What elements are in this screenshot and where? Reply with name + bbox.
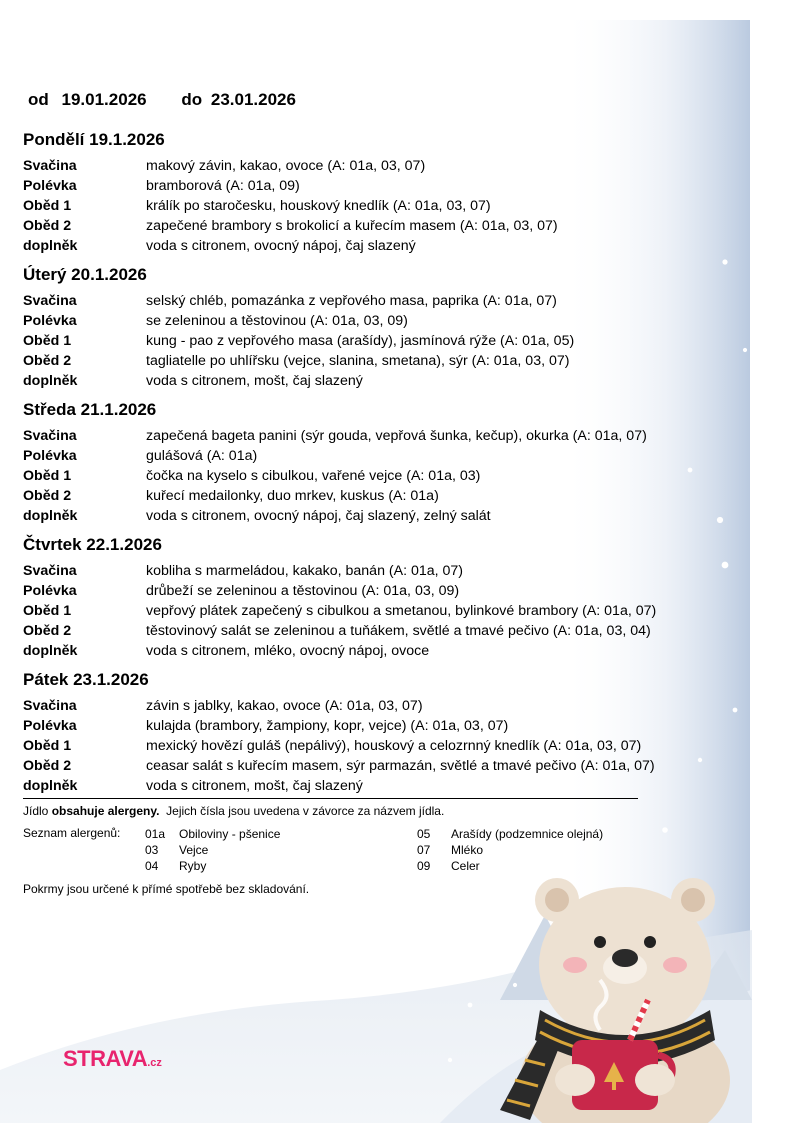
meal-row bbox=[23, 716, 743, 736]
meal-row bbox=[23, 236, 743, 256]
meal-row bbox=[23, 581, 743, 601]
day-title: Středa 21.1.2026 bbox=[23, 400, 157, 419]
meal-text: zapečené brambory s brokolicí a kuřecím masem (A: 01a, 03, 07) bbox=[146, 218, 558, 234]
note-bold: obsahuje alergeny. bbox=[51, 804, 160, 818]
meal-row bbox=[23, 486, 743, 506]
day-friday bbox=[23, 670, 743, 796]
meal-label: doplněk bbox=[23, 643, 78, 659]
day-title: Pátek 23.1.2026 bbox=[23, 670, 149, 689]
meal-label: doplněk bbox=[23, 508, 78, 524]
divider bbox=[23, 798, 638, 799]
meal-text: kuřecí medailonky, duo mrkev, kuskus (A: 01a) bbox=[146, 488, 439, 504]
allergen-code: 07 bbox=[417, 843, 431, 857]
meal-row bbox=[23, 756, 743, 776]
day-thursday bbox=[23, 535, 743, 661]
meal-row bbox=[23, 216, 743, 236]
logo-suffix: .cz bbox=[147, 1057, 162, 1069]
allergen-name: Celer bbox=[451, 859, 480, 873]
meal-text: zapečená bageta panini (sýr gouda, vepřová šunka, kečup), okurka (A: 01a, 07) bbox=[146, 428, 647, 444]
meal-row bbox=[23, 446, 743, 466]
day-title: Čtvrtek 22.1.2026 bbox=[23, 535, 162, 554]
meal-text: mexický hovězí guláš (nepálivý), houskový a celozrnný knedlík (A: 01a, 03, 07) bbox=[146, 738, 642, 754]
meal-label: Oběd 2 bbox=[23, 488, 72, 504]
meal-row bbox=[23, 736, 743, 756]
meal-text: kung - pao z vepřového masa (arašídy), jasmínová rýže (A: 01a, 05) bbox=[146, 333, 575, 349]
meal-text: ceasar salát s kuřecím masem, sýr parmazán, světlé a tmavé pečivo (A: 01a, 07) bbox=[146, 758, 655, 774]
meal-text: závin s jablky, kakao, ovoce (A: 01a, 03, 07) bbox=[146, 698, 423, 714]
allergen-name: Obiloviny - pšenice bbox=[179, 827, 281, 841]
allergen-code: 03 bbox=[145, 843, 159, 857]
meal-text: voda s citronem, ovocný nápoj, čaj slazený, zelný salát bbox=[146, 508, 491, 524]
allergen-note bbox=[23, 804, 444, 818]
meal-text: kulajda (brambory, žampiony, kopr, vejce) (A: 01a, 03, 07) bbox=[146, 718, 509, 734]
meal-label: Polévka bbox=[23, 583, 77, 599]
day-title: Pondělí 19.1.2026 bbox=[23, 130, 165, 149]
meal-row bbox=[23, 351, 743, 371]
meal-row bbox=[23, 291, 743, 311]
meal-text: se zeleninou a těstovinou (A: 01a, 03, 09) bbox=[146, 313, 408, 329]
meal-text: vepřový plátek zapečený s cibulkou a smetanou, bylinkové brambory (A: 01a, 07) bbox=[146, 603, 657, 619]
meal-text: těstovinový salát se zeleninou a tuňákem, světlé a tmavé pečivo (A: 01a, 03, 04) bbox=[146, 623, 651, 639]
meal-row bbox=[23, 641, 743, 661]
meal-row bbox=[23, 601, 743, 621]
meal-label: Polévka bbox=[23, 313, 77, 329]
meal-row bbox=[23, 466, 743, 486]
date-to: 23.01.2026 bbox=[210, 90, 296, 109]
meal-text: králík po staročesku, houskový knedlík (A: 01a, 03, 07) bbox=[146, 198, 491, 214]
date-from: 19.01.2026 bbox=[61, 90, 147, 109]
allergen-name: Ryby bbox=[179, 859, 207, 873]
meal-label: Oběd 2 bbox=[23, 218, 72, 234]
storage-note: Pokrmy jsou určené k přímé spotřebě bez skladování. bbox=[23, 882, 310, 896]
meal-label: Oběd 2 bbox=[23, 623, 72, 639]
day-wednesday bbox=[23, 400, 743, 526]
meal-row bbox=[23, 506, 743, 526]
date-from-label: od bbox=[28, 90, 49, 109]
date-range bbox=[28, 90, 296, 110]
meal-label: Oběd 1 bbox=[23, 738, 72, 754]
meal-text: tagliatelle po uhlířsku (vejce, slanina, smetana), sýr (A: 01a, 03, 07) bbox=[146, 353, 570, 369]
meal-row bbox=[23, 311, 743, 331]
meal-label: doplněk bbox=[23, 373, 78, 389]
meal-label: Svačina bbox=[23, 698, 77, 714]
allergen-name: Vejce bbox=[179, 843, 209, 857]
meal-label: Polévka bbox=[23, 448, 77, 464]
meal-row bbox=[23, 426, 743, 446]
meal-label: Oběd 1 bbox=[23, 468, 72, 484]
meal-text: gulášová (A: 01a) bbox=[146, 448, 258, 464]
meal-label: Svačina bbox=[23, 428, 77, 444]
meal-row bbox=[23, 371, 743, 391]
meal-text: makový závin, kakao, ovoce (A: 01a, 03, 07) bbox=[146, 158, 426, 174]
meal-text: voda s citronem, ovocný nápoj, čaj slazený bbox=[146, 238, 416, 254]
meal-row bbox=[23, 176, 743, 196]
meal-row bbox=[23, 156, 743, 176]
meal-label: Oběd 1 bbox=[23, 333, 72, 349]
meal-label: Polévka bbox=[23, 718, 77, 734]
allergen-name: Mléko bbox=[451, 843, 484, 857]
meal-label: Oběd 2 bbox=[23, 353, 72, 369]
meal-text: selský chléb, pomazánka z vepřového masa, paprika (A: 01a, 07) bbox=[146, 293, 557, 309]
meal-label: Svačina bbox=[23, 293, 77, 309]
allergen-name: Arašídy (podzemnice olejná) bbox=[451, 827, 604, 841]
meal-label: Oběd 1 bbox=[23, 198, 72, 214]
meal-row bbox=[23, 776, 743, 796]
logo-main: STRAVA bbox=[63, 1046, 148, 1071]
note-pre: Jídlo bbox=[23, 804, 52, 818]
meal-label: doplněk bbox=[23, 238, 78, 254]
meal-label: Svačina bbox=[23, 158, 77, 174]
date-to-label: do bbox=[181, 90, 203, 109]
day-tuesday bbox=[23, 265, 743, 391]
meal-text: voda s citronem, mošt, čaj slazený bbox=[146, 778, 363, 794]
allergen-code: 04 bbox=[145, 859, 159, 873]
meal-label: Polévka bbox=[23, 178, 77, 194]
meal-label: doplněk bbox=[23, 778, 78, 794]
meal-text: kobliha s marmeládou, kakako, banán (A: 01a, 07) bbox=[146, 563, 464, 579]
allergen-code: 05 bbox=[417, 827, 431, 841]
allergen-code: 01a bbox=[145, 827, 166, 841]
allergen-code: 09 bbox=[417, 859, 431, 873]
meal-row bbox=[23, 696, 743, 716]
meal-row bbox=[23, 331, 743, 351]
meal-text: bramborová (A: 01a, 09) bbox=[146, 178, 300, 194]
meal-label: Oběd 1 bbox=[23, 603, 72, 619]
meal-text: voda s citronem, mošt, čaj slazený bbox=[146, 373, 363, 389]
meal-text: voda s citronem, mléko, ovocný nápoj, ovoce bbox=[146, 643, 430, 659]
meal-text: čočka na kyselo s cibulkou, vařené vejce (A: 01a, 03) bbox=[146, 468, 481, 484]
meal-row bbox=[23, 561, 743, 581]
day-title: Úterý 20.1.2026 bbox=[23, 265, 147, 284]
allergen-list-label: Seznam alergenů: bbox=[23, 826, 121, 840]
strava-logo bbox=[63, 1046, 162, 1072]
meal-label: Svačina bbox=[23, 563, 77, 579]
meal-label: Oběd 2 bbox=[23, 758, 72, 774]
meal-row bbox=[23, 196, 743, 216]
day-monday bbox=[23, 130, 743, 256]
meal-text: drůbeží se zeleninou a těstovinou (A: 01a, 03, 09) bbox=[146, 583, 460, 599]
meal-row bbox=[23, 621, 743, 641]
note-post: Jejich čísla jsou uvedena v závorce za názvem jídla. bbox=[159, 804, 445, 818]
